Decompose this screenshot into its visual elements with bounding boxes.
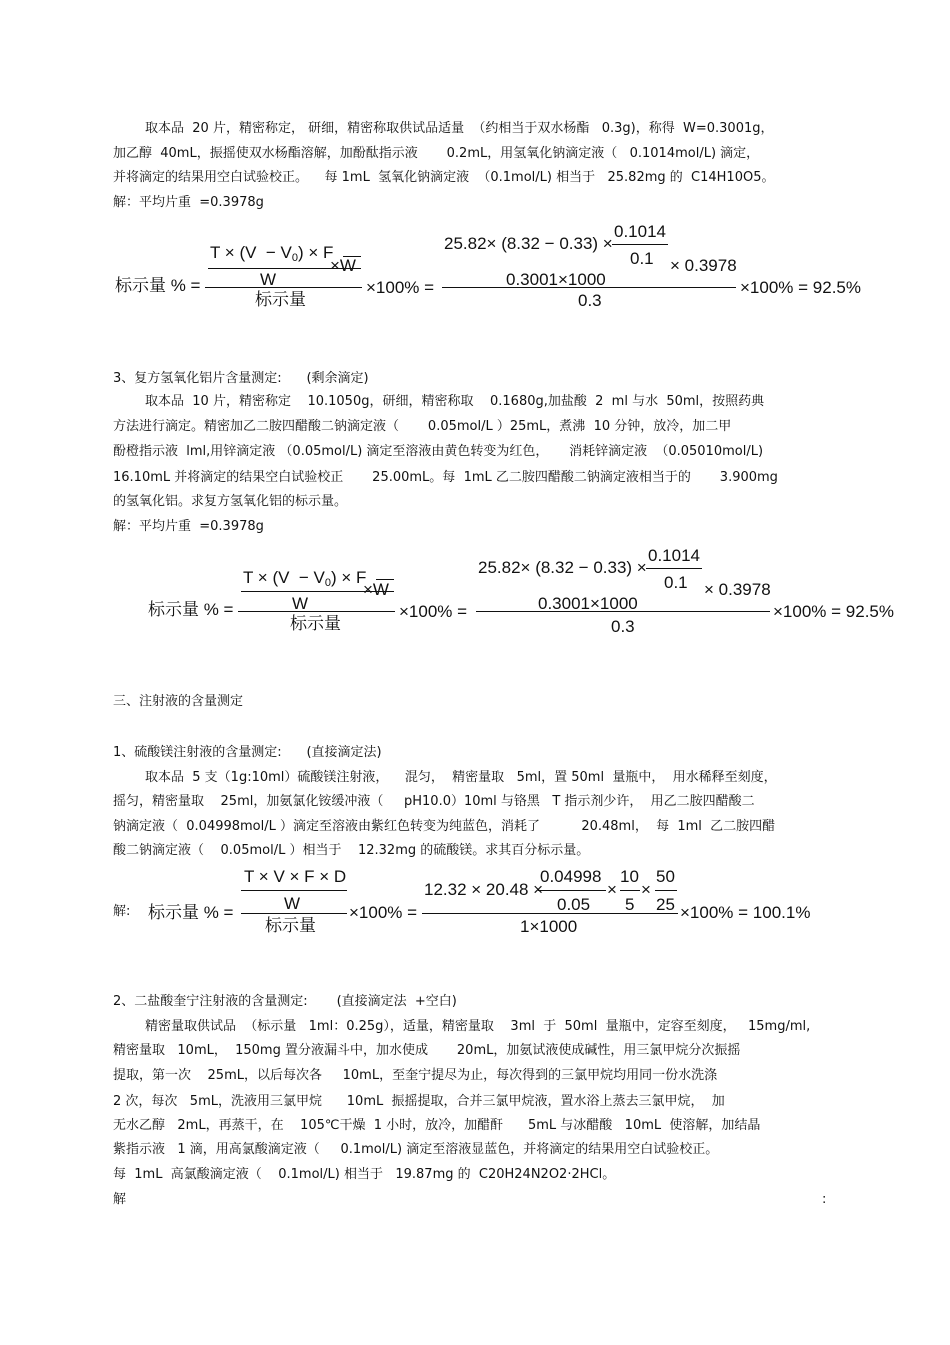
rhs-main-rule xyxy=(442,287,736,288)
rhs-frac-num: 0.1014 xyxy=(614,222,666,241)
rhs-inner-den: 0.3001×1000 xyxy=(538,594,638,613)
times-1: × xyxy=(607,880,617,899)
s5-heading: 2、二盐酸奎宁注射液的含量测定: (直接滴定法 +空白) xyxy=(113,994,457,1009)
rhs-frac-den: 0.1 xyxy=(630,249,654,268)
frac2-num: 10 xyxy=(620,867,639,886)
formula-denominator-label: 标示量 xyxy=(255,290,306,309)
fraction-rule-outer xyxy=(241,913,347,914)
s5-line-7: 每 1mL 高氯酸滴定液（ 0.1mol/L) 相当于 19.87mg 的 C20H24N2O2·2HCl。 xyxy=(113,1167,616,1182)
s4-heading: 1、硫酸镁注射液的含量测定: (直接滴定法) xyxy=(113,745,382,760)
formula-numerator: T × V × F × D xyxy=(244,867,347,886)
rhs-times-avg: × 0.3978 xyxy=(670,256,737,275)
rhs-numerator: 12.32 × 20.48 × xyxy=(424,880,544,899)
s5-jie-label: 解 xyxy=(113,1192,127,1207)
frac1-num: 0.04998 xyxy=(540,867,602,886)
frac3-den: 25 xyxy=(656,895,675,914)
formula-denominator-label: 标示量 xyxy=(265,916,316,935)
rhs-frac-den: 0.1 xyxy=(664,573,688,592)
frac3-rule xyxy=(655,890,677,891)
s2-solution-line: 解：平均片重 =0.3978g xyxy=(113,519,264,534)
rhs-result: ×100% = 92.5% xyxy=(773,602,894,621)
rhs-frac-num: 0.1014 xyxy=(648,546,700,565)
formula-times-wbar: ×W xyxy=(330,256,356,275)
rhs-outer-den: 0.3 xyxy=(578,291,602,310)
formula-times-100: ×100% = xyxy=(349,903,418,922)
s2-line-3: 酚橙指示液 lml,用锌滴定液 （0.05mol/L) 滴定至溶液由黄色转变为红色， 消耗锌滴定液 （0.05010mol/L) xyxy=(113,444,764,459)
fraction-rule-inner xyxy=(241,890,347,891)
frac2-den: 5 xyxy=(625,895,635,914)
formula-numerator: $T \times (V - V_0) \times F$ xyxy=(243,568,367,589)
formula-times-100: ×100% = xyxy=(399,602,468,621)
rhs-outer-den: 0.3 xyxy=(611,617,635,636)
formula-w: W xyxy=(284,894,301,913)
rhs-numerator: 25.82× (8.32 − 0.33) × xyxy=(478,558,647,577)
s5-line-2: 精密量取 10mL， 150mg 置分液漏斗中，加水使成 20mL，加氨试液使成碱性，用三氯甲烷分次振摇 xyxy=(113,1043,741,1058)
rhs-main-rule xyxy=(476,611,770,612)
s2-line-1: 取本品 10 片，精密称定 10.1050g，研细，精密称取 0.1680g,加盐酸 2 ml 与水 50ml，按照药典 xyxy=(145,394,765,409)
s4-line-3: 钠滴定液（ 0.04998mol/L ）滴定至溶液由紫红色转变为纯蓝色，消耗了 20.48ml， 每 1ml 乙二胺四醋 xyxy=(113,819,776,834)
frac3-num: 50 xyxy=(656,867,675,886)
rhs-frac-rule xyxy=(646,568,702,569)
s5-colon: : xyxy=(822,1192,827,1207)
frac2-rule xyxy=(620,890,640,891)
rhs-frac-rule xyxy=(612,244,668,245)
fraction-rule-outer xyxy=(205,287,362,288)
formula-denominator-label: 标示量 xyxy=(290,614,341,633)
s4-line-1: 取本品 5 支（1g:10ml）硫酸镁注射液， 混匀， 精密量取 5ml，置 50ml 量瓶中， 用水稀释至刻度， xyxy=(145,770,777,785)
formula-w: W xyxy=(292,594,309,613)
formula-left-label: 标示量 % = xyxy=(115,276,201,295)
s5-line-6: 紫指示液 1 滴，用高氯酸滴定液（ 0.1mol/L) 滴定至溶液显蓝色，并将滴定的结果用空白试验校正。 xyxy=(113,1142,719,1157)
s5-line-1: 精密量取供试品 （标示量 1ml：0.25g），适量，精密量取 3ml 于 50ml 量瓶中，定容至刻度， 15mg/ml, xyxy=(145,1019,811,1034)
s2-heading: 3、复方氢氧化铝片含量测定: (剩余滴定) xyxy=(113,371,369,386)
formula-times-wbar: ×W xyxy=(363,580,389,599)
fraction-rule-outer xyxy=(238,611,395,612)
s4-line-4: 酸二钠滴定液（ 0.05mol/L ）相当于 12.32mg 的硫酸镁。求其百分标示量。 xyxy=(113,843,590,858)
rhs-inner-den: 0.3001×1000 xyxy=(506,270,606,289)
rhs-main-rule xyxy=(422,913,678,914)
s2-line-4: 16.10mL 并将滴定的结果空白试验校正 25.00mL。每 1mL 乙二胺四醋酸二钠滴定液相当于的 3.900mg xyxy=(113,470,778,485)
s4-line-2: 摇匀，精密量取 25ml，加氨氯化铵缓冲液（ pH10.0）10ml 与铬黑 T 指示剂少许， 用乙二胺四醋酸二 xyxy=(113,794,755,809)
s1-line-3: 并将滴定的结果用空白试验校正。 每 1mL 氢氧化钠滴定液 （0.1mol/L) 相当于 25.82mg 的 C14H10O5。 xyxy=(113,170,775,185)
formula-left-label: 标示量 % = xyxy=(148,903,234,922)
formula-numerator: $T \times (V - V_0) \times F$ xyxy=(210,243,334,264)
fraction-rule-inner xyxy=(208,268,361,269)
wbar-overline xyxy=(376,579,394,580)
s1-line-2: 加乙醇 40mL，振摇使双水杨酯溶解，加酚酞指示液 0.2mL，用氢氧化钠滴定液（ 0.1014mol/L) 滴定， xyxy=(113,146,760,161)
s1-line-1: 取本品 20 片，精密称定， 研细，精密称取供试品适量 （约相当于双水杨酯 0.3g)，称得 W=0.3001g， xyxy=(145,121,774,136)
formula-w: W xyxy=(260,270,277,289)
fraction-rule-inner xyxy=(241,591,394,592)
wbar-overline xyxy=(343,256,361,257)
rhs-numerator: 25.82× (8.32 − 0.33) × xyxy=(444,234,613,253)
s5-line-5: 无水乙醇 2mL，再蒸干，在 105℃干燥 1 小时，放冷，加醋酐 5mL 与冰醋酸 10mL 使溶解，加结晶 xyxy=(113,1118,761,1133)
formula-times-100: ×100% = xyxy=(366,278,435,297)
s5-line-4: 2 次，每次 5mL，洗液用三氯甲烷 10mL 振摇提取，合并三氯甲烷液，置水浴上蒸去三氯甲烷， 加 xyxy=(113,1094,725,1109)
rhs-result: ×100% = 92.5% xyxy=(740,278,861,297)
formula-left-label: 标示量 % = xyxy=(148,600,234,619)
s3-heading: 三、注射液的含量测定 xyxy=(113,694,244,709)
frac1-rule xyxy=(538,890,606,891)
s1-solution-line: 解：平均片重 =0.3978g xyxy=(113,195,264,210)
frac1-den: 0.05 xyxy=(557,895,591,914)
jie-label: 解: xyxy=(113,904,131,919)
s2-line-2: 方法进行滴定。精密加乙二胺四醋酸二钠滴定液（ 0.05mol/L ）25mL，煮沸 10 分钟，放冷，加二甲 xyxy=(113,419,732,434)
s2-line-5: 的氢氧化铝。求复方氢氧化铝的标示量。 xyxy=(113,494,348,509)
rhs-times-avg: × 0.3978 xyxy=(704,580,771,599)
rhs-den: 1×1000 xyxy=(520,917,578,936)
rhs-result: ×100% = 100.1% xyxy=(680,903,811,922)
times-2: × xyxy=(641,880,651,899)
s5-line-3: 提取，第一次 25mL，以后每次各 10mL，至奎宁提尽为止，每次得到的三氯甲烷均用同一份水洗涤 xyxy=(113,1068,718,1083)
